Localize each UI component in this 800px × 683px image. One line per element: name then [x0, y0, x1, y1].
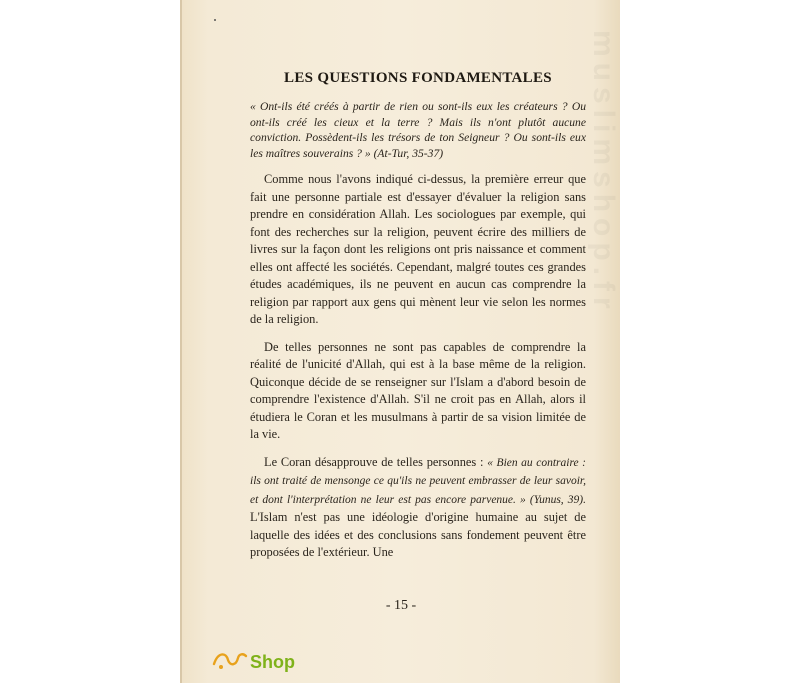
paragraph-3-quote: « Bien au contraire : ils ont traité de mensonge ce qu'ils ne peuvent embrasser de leur savoir, et dont l'interprétation ne leur est pas encore parvenue. » (Yunus, 39). [250, 456, 586, 506]
shop-logo [212, 648, 295, 672]
paragraph-1: Comme nous l'avons indiqué ci-dessus, la première erreur que fait une personne partiale est d'essayer d'évaluer la religion sans prendre en considération Allah. Les sociologues par exemple, qui font des recherches sur la religion, peuvent écrire des milliers de livres sur la façon dont les religions ont pris naissance et comment elles ont affecté les sociétés. Cependant, malgré toutes ces grandes études académiques, ils ne peuvent en aucun cas comprendre la religion par rapport aux gens qui mènent leur vie selon les normes de la religion. [250, 172, 586, 326]
logo-text: Shop [250, 652, 295, 672]
paragraph-2: De telles personnes ne sont pas capables de comprendre la réalité de l'unicité d'Allah, qui est à la base même de la religion. Quiconque décide de se renseigner sur l'Islam a d'abord besoin de comprendre l'existence d'Allah. S'il ne croit pas en Allah, alors il étudiera le Coran et les musulmans à partir de sa vision limitée de la vie. [250, 339, 586, 441]
paragraph-3-rest: L'Islam n'est pas une idéologie d'origine humaine au sujet de laquelle des idées et des conclusions sans fondement peuvent être proposées de l'extérieur. Une [250, 510, 586, 559]
paragraph-3 [250, 454, 586, 562]
page-number: - 15 - [385, 598, 417, 613]
opening-quote [250, 99, 586, 161]
page-content [250, 70, 586, 572]
chapter-title: LES QUESTIONS FONDAMENTALES [284, 70, 552, 86]
quote-reference: (At-Tur, 35-37) [373, 146, 444, 160]
quote-text: « Ont-ils été créés à partir de rien ou sont-ils eux les créateurs ? Ou ont-ils créé les cieux et la terre ? Mais ils n'ont plutôt aucune conviction. Possèdent-ils les trésors de ton Seigneur ? Ou sont-ils eux les maîtres souverains ? » [250, 100, 586, 160]
swirl-icon [212, 648, 248, 672]
paragraph-3-intro: Le Coran désapprouve de telles personnes : [264, 454, 488, 469]
page-speck [214, 19, 216, 21]
